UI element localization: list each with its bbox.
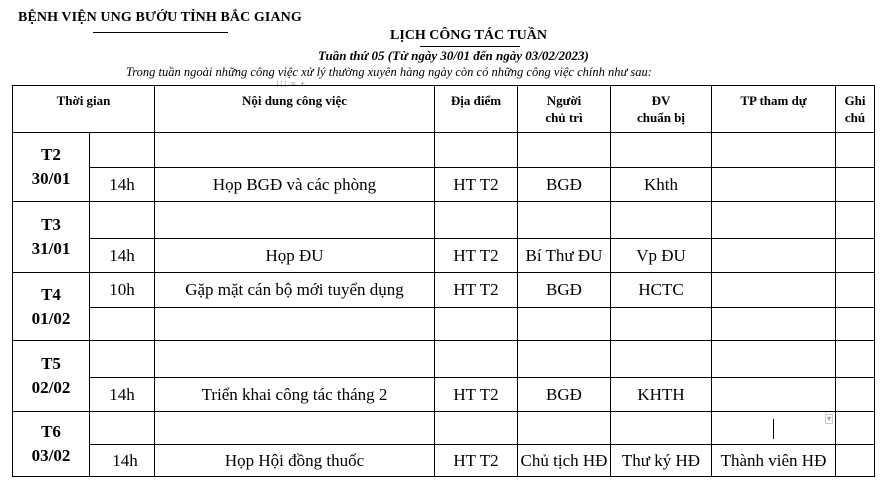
chair-header-line1: Người [546, 93, 582, 108]
col-notes-header [836, 86, 875, 133]
notes-cell[interactable] [836, 133, 875, 168]
chair-cell[interactable] [518, 308, 611, 341]
schedule-title: LỊCH CÔNG TÁC TUẦN [390, 28, 548, 43]
day-label: T6 [41, 422, 61, 441]
table-row [13, 445, 875, 477]
chair-cell[interactable] [518, 202, 611, 239]
time-cell[interactable]: 10h [90, 273, 155, 308]
prep-cell[interactable] [611, 202, 712, 239]
chair-cell[interactable] [518, 412, 611, 445]
day-cell[interactable] [13, 273, 90, 341]
notes-cell[interactable] [836, 202, 875, 239]
chair-cell[interactable]: BGĐ [518, 378, 611, 412]
notes-cell[interactable] [836, 168, 875, 202]
attendees-cell[interactable] [712, 133, 836, 168]
location-cell[interactable]: HT T2 [435, 168, 518, 202]
content-cell[interactable]: Triển khai công tác tháng 2 [155, 378, 435, 412]
prep-cell[interactable] [611, 308, 712, 341]
day-date: 02/02 [31, 378, 71, 397]
content-cell[interactable]: Gặp mặt cán bộ mới tuyển dụng [155, 273, 435, 308]
notes-cell[interactable] [836, 308, 875, 341]
day-date: 31/01 [31, 239, 71, 258]
header-row [13, 86, 875, 133]
chair-cell[interactable]: Chủ tịch HĐ [518, 445, 611, 477]
attendees-cell[interactable] [712, 412, 836, 445]
day-label: T4 [41, 284, 61, 304]
location-cell[interactable]: HT T2 [435, 239, 518, 273]
chair-header-line2: chủ trì [545, 110, 583, 125]
notes-cell[interactable] [836, 445, 875, 477]
chair-cell[interactable]: BGĐ [518, 273, 611, 308]
attendees-cell[interactable] [712, 308, 836, 341]
time-cell[interactable] [90, 308, 155, 341]
attendees-cell[interactable] [712, 202, 836, 239]
col-time-header: Thời gian [13, 86, 155, 133]
content-cell[interactable] [155, 341, 435, 378]
notes-cell[interactable] [836, 412, 875, 445]
attendees-cell[interactable] [712, 378, 836, 412]
location-cell[interactable]: HT T2 [435, 273, 518, 308]
title-underline [420, 46, 520, 47]
attendees-cell[interactable] [712, 273, 836, 308]
week-range: Tuần thứ 05 (Từ ngày 30/01 đến ngày 03/02/2023) [318, 48, 589, 63]
location-cell[interactable] [435, 202, 518, 239]
day-label: T3 [41, 215, 61, 234]
notes-cell[interactable] [836, 378, 875, 412]
prep-cell[interactable]: Thư ký HĐ [611, 445, 712, 477]
chair-cell[interactable]: Bí Thư ĐU [518, 239, 611, 273]
chair-cell[interactable]: BGĐ [518, 168, 611, 202]
location-cell[interactable]: HT T2 [435, 445, 518, 477]
text-cursor [773, 419, 774, 439]
chair-cell[interactable] [518, 133, 611, 168]
prep-cell[interactable]: HCTC [611, 273, 712, 308]
table-row [13, 168, 875, 202]
table-row [13, 273, 875, 308]
time-cell[interactable] [90, 133, 155, 168]
col-chair-header [518, 86, 611, 133]
content-cell[interactable] [155, 202, 435, 239]
table-row [13, 133, 875, 168]
notes-header-line2: chú [844, 110, 866, 125]
table-row [13, 239, 875, 273]
time-cell[interactable]: 14h [90, 445, 155, 477]
prep-cell[interactable]: Khth [611, 168, 712, 202]
notes-cell[interactable] [836, 239, 875, 273]
content-cell[interactable] [155, 133, 435, 168]
notes-cell[interactable] [836, 273, 875, 308]
table-move-handle[interactable]: ⁝⁝⁝ ≡ + [276, 79, 307, 89]
day-label: T5 [41, 354, 61, 373]
content-cell[interactable] [155, 412, 435, 445]
col-prep-header [611, 86, 712, 133]
prep-header-line2: chuẩn bị [636, 110, 686, 125]
day-cell[interactable] [13, 412, 90, 477]
time-cell[interactable] [90, 341, 155, 378]
attendees-cell[interactable] [712, 341, 836, 378]
attendees-cell[interactable] [712, 239, 836, 273]
time-cell[interactable]: 14h [90, 168, 155, 202]
content-cell[interactable]: Họp BGĐ và các phòng [155, 168, 435, 202]
prep-cell[interactable]: KHTH [611, 378, 712, 412]
time-cell[interactable]: 14h [90, 239, 155, 273]
hospital-name: BỆNH VIỆN UNG BƯỚU TỈNH BẮC GIANG [18, 10, 302, 25]
table-row [13, 412, 875, 445]
table-row [13, 341, 875, 378]
intro-text: Trong tuần ngoài những công việc xử lý thường xuyên hàng ngày còn có những công việc chính như sau: [126, 65, 652, 79]
col-location-header: Địa điểm [435, 86, 518, 133]
schedule-table [12, 85, 875, 477]
content-cell[interactable]: Họp Hội đồng thuốc [155, 445, 435, 477]
notes-cell[interactable] [836, 341, 875, 378]
content-cell[interactable] [155, 308, 435, 341]
table-row [13, 378, 875, 412]
hospital-underline [93, 32, 228, 33]
prep-cell[interactable]: Vp ĐU [611, 239, 712, 273]
day-date: 30/01 [31, 169, 71, 188]
prep-cell[interactable] [611, 412, 712, 445]
prep-cell[interactable] [611, 133, 712, 168]
day-cell[interactable] [13, 202, 90, 273]
day-cell[interactable] [13, 341, 90, 412]
prep-cell[interactable] [611, 341, 712, 378]
location-cell[interactable]: HT T2 [435, 378, 518, 412]
chair-cell[interactable] [518, 341, 611, 378]
day-label: T2 [41, 145, 61, 164]
attendees-cell[interactable] [712, 168, 836, 202]
day-date: 03/02 [31, 446, 71, 465]
col-content-header: Nội dung công việc [155, 86, 435, 133]
col-attendees-header: TP tham dự [712, 86, 836, 133]
day-date: 01/02 [31, 308, 71, 328]
notes-header-line1: Ghi [844, 93, 866, 108]
location-cell[interactable] [435, 412, 518, 445]
table-row [13, 308, 875, 341]
time-cell[interactable] [90, 412, 155, 445]
table-row [13, 202, 875, 239]
time-cell[interactable]: 14h [90, 378, 155, 412]
prep-header-line1: ĐV [651, 93, 671, 108]
location-cell[interactable] [435, 308, 518, 341]
location-cell[interactable] [435, 341, 518, 378]
attendees-cell[interactable]: Thành viên HĐ [712, 445, 836, 477]
day-cell[interactable] [13, 133, 90, 202]
location-cell[interactable] [435, 133, 518, 168]
time-cell[interactable] [90, 202, 155, 239]
cell-dropdown-icon[interactable]: ▾ [826, 414, 831, 423]
content-cell[interactable]: Họp ĐU [155, 239, 435, 273]
